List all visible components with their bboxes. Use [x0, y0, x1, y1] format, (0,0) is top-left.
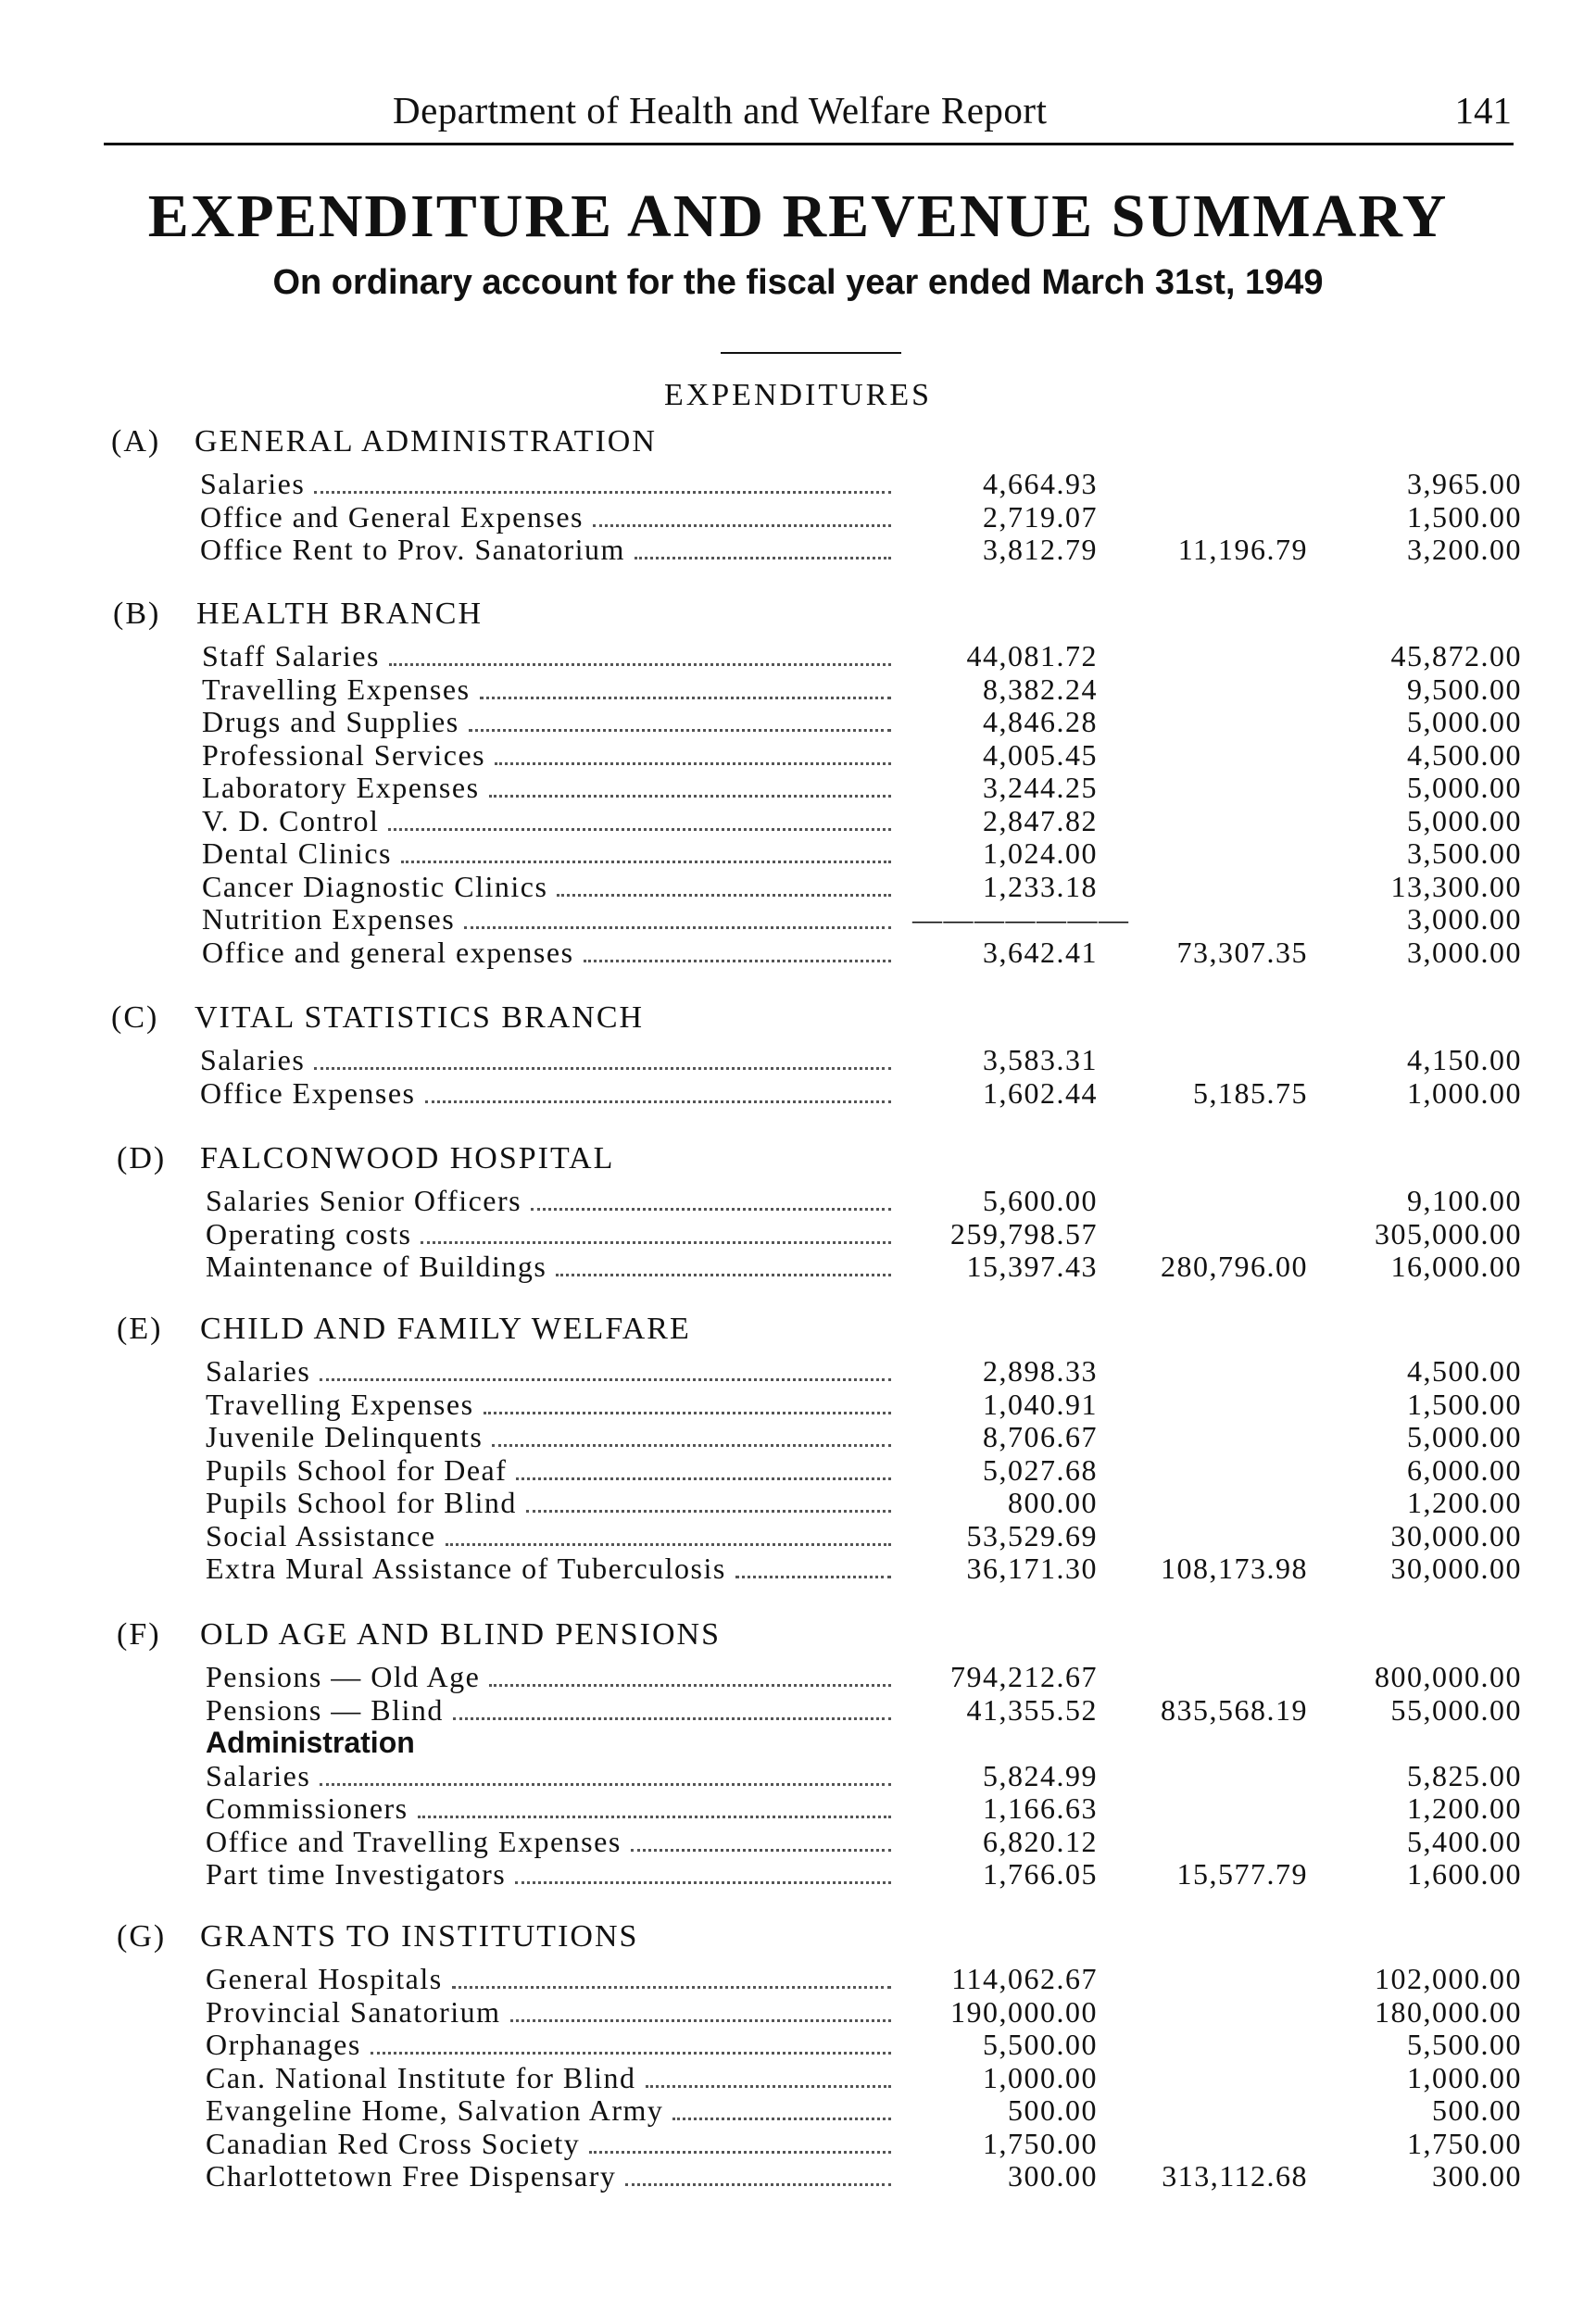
dot-leader [464, 926, 891, 929]
section-total: 835,568.19 [1161, 1692, 1308, 1727]
divider [721, 352, 901, 354]
estimate-amount: 30,000.00 [1390, 1518, 1522, 1552]
ledger-row [202, 672, 1522, 706]
section-total: 5,185.75 [1193, 1075, 1308, 1110]
dot-leader [631, 1849, 891, 1852]
section-letter: (G) [117, 1919, 167, 1954]
expenditure-amount: 3,642.41 [983, 935, 1098, 969]
ledger-row [206, 1453, 1522, 1487]
line-item-label: Provincial Sanatorium [206, 1994, 501, 2029]
line-item-label: Extra Mural Assistance of Tuberculosis [206, 1552, 726, 1585]
dot-leader [635, 557, 891, 559]
dot-leader [421, 1241, 891, 1244]
dot-leader [469, 729, 891, 732]
line-item-label: Orphanages [206, 2028, 361, 2061]
estimate-amount: 4,150.00 [1407, 1043, 1522, 1076]
dot-leader [320, 1378, 891, 1381]
line-item-label: Office and General Expenses [200, 499, 584, 534]
dot-leader [389, 663, 891, 666]
page-number: 141 [1454, 89, 1512, 132]
section-title: GENERAL ADMINISTRATION [195, 424, 657, 459]
section-letter: (F) [117, 1617, 161, 1652]
section-total: 15,577.79 [1176, 1857, 1308, 1891]
ledger-row [206, 1486, 1522, 1519]
line-item-label: Salaries [206, 1758, 311, 1792]
ledger-row [202, 738, 1522, 772]
dot-leader [314, 1067, 891, 1070]
expenditure-amount: 1,750.00 [983, 2126, 1098, 2160]
ledger-row [202, 804, 1522, 837]
expenditure-amount: 114,062.67 [951, 1962, 1098, 1995]
ledger-row [206, 1660, 1522, 1693]
line-item-label: Drugs and Supplies [202, 705, 459, 738]
ledger-row [202, 705, 1522, 738]
estimate-amount: 3,000.00 [1407, 902, 1522, 936]
section-total: 11,196.79 [1177, 533, 1308, 566]
ledger-row [206, 2028, 1522, 2061]
estimate-amount: 1,600.00 [1407, 1857, 1522, 1891]
dot-leader [492, 1444, 891, 1447]
ledger-row [206, 1519, 1522, 1552]
dot-leader [453, 1717, 891, 1720]
estimate-amount: 305,000.00 [1375, 1216, 1522, 1251]
line-item-label: Salaries [200, 467, 306, 500]
ledger-row [206, 1552, 1522, 1585]
estimate-amount: 4,500.00 [1407, 1354, 1522, 1388]
line-item-label: Professional Services [202, 737, 486, 772]
line-item-label: Maintenance of Buildings [206, 1250, 547, 1283]
line-item-label: General Hospitals [206, 1962, 443, 1995]
ledger-row [206, 1217, 1522, 1251]
line-item-label: Commissioners [206, 1791, 408, 1825]
estimate-amount: 3,500.00 [1407, 836, 1522, 870]
line-item-label: Office and Travelling Expenses [206, 1824, 622, 1858]
ledger-row [202, 836, 1522, 870]
line-item-label: Pupils School for Blind [206, 1486, 517, 1519]
estimate-amount: 102,000.00 [1375, 1962, 1522, 1995]
dot-leader [510, 2019, 891, 2022]
estimate-amount: 1,000.00 [1407, 1075, 1522, 1110]
section-letter: (C) [111, 1000, 159, 1035]
estimate-amount: 3,000.00 [1407, 935, 1522, 969]
section-total: 280,796.00 [1161, 1250, 1308, 1283]
dot-leader [320, 1783, 891, 1786]
ledger-row [206, 1759, 1522, 1792]
expenditure-amount: 6,820.12 [983, 1824, 1098, 1858]
line-item-label: Salaries [206, 1354, 311, 1388]
estimate-amount: 16,000.00 [1390, 1250, 1522, 1283]
line-item-label: Travelling Expenses [206, 1387, 474, 1421]
ledger-row [206, 1354, 1522, 1388]
line-item-label: Office and general expenses [202, 935, 574, 969]
expenditure-amount: 300.00 [1008, 2159, 1098, 2193]
ledger-row [206, 2127, 1522, 2160]
estimate-amount: 1,500.00 [1407, 1387, 1522, 1421]
ledger-row [202, 936, 1522, 969]
estimate-amount: 6,000.00 [1407, 1452, 1522, 1487]
line-item-label: Nutrition Expenses [202, 902, 456, 936]
line-item-label: Pensions — Old Age [206, 1660, 481, 1693]
expenditure-amount: 4,005.45 [983, 737, 1098, 772]
dot-leader [625, 2183, 891, 2186]
ledger-row [202, 902, 1522, 936]
estimate-amount: 180,000.00 [1375, 1994, 1522, 2029]
expenditure-amount: 8,706.67 [983, 1420, 1098, 1453]
dot-leader [557, 894, 891, 897]
estimate-amount: 5,400.00 [1407, 1824, 1522, 1858]
expenditure-amount: ——————— [912, 902, 1130, 936]
expenditure-amount: 4,664.93 [983, 467, 1098, 500]
line-item-label: V. D. Control [202, 803, 380, 837]
expenditure-amount: 794,212.67 [950, 1660, 1098, 1693]
ledger-row [200, 1043, 1522, 1076]
expenditure-amount: 259,798.57 [950, 1216, 1098, 1251]
expenditure-amount: 1,000.00 [983, 2060, 1098, 2094]
ledger-row [206, 1825, 1522, 1858]
estimate-amount: 5,000.00 [1407, 771, 1522, 804]
estimate-amount: 30,000.00 [1390, 1552, 1522, 1585]
dot-leader [314, 491, 891, 494]
expenditure-amount: 190,000.00 [950, 1994, 1098, 2029]
section-title: CHILD AND FAMILY WELFARE [200, 1312, 691, 1346]
ledger-row [206, 1995, 1522, 2029]
line-item-label: Pensions — Blind [206, 1692, 444, 1727]
header-rule [104, 143, 1514, 145]
dot-leader [584, 960, 891, 962]
dot-leader [526, 1510, 891, 1513]
ledger-row [206, 1420, 1522, 1453]
expenditure-amount: 3,244.25 [983, 771, 1098, 804]
expenditure-amount: 15,397.43 [966, 1250, 1098, 1283]
dot-leader [593, 524, 891, 527]
line-item-label: Evangeline Home, Salvation Army [206, 2093, 664, 2127]
estimate-amount: 5,500.00 [1407, 2028, 1522, 2061]
ledger-row [206, 1857, 1522, 1891]
ledger-row [200, 467, 1522, 500]
estimate-amount: 300.00 [1432, 2159, 1522, 2193]
estimate-amount: 4,500.00 [1407, 737, 1522, 772]
estimate-amount: 1,200.00 [1407, 1486, 1522, 1519]
expenditure-amount: 1,040.91 [983, 1387, 1098, 1421]
ledger-row [206, 2093, 1522, 2127]
section-letter: (E) [117, 1312, 163, 1346]
line-item-label: Travelling Expenses [202, 672, 471, 706]
estimate-amount: 5,825.00 [1407, 1758, 1522, 1792]
estimate-amount: 3,965.00 [1407, 467, 1522, 500]
line-item-label: Cancer Diagnostic Clinics [202, 869, 548, 903]
expenditure-amount: 5,027.68 [983, 1452, 1098, 1487]
expenditure-amount: 4,846.28 [983, 705, 1098, 738]
section-letter: (D) [117, 1141, 167, 1175]
dot-leader [418, 1816, 891, 1818]
line-item-label: Salaries Senior Officers [206, 1184, 522, 1217]
ledger-row [206, 1962, 1522, 1995]
estimate-amount: 5,000.00 [1407, 705, 1522, 738]
section-title: OLD AGE AND BLIND PENSIONS [200, 1617, 722, 1652]
ledger-row [206, 1693, 1522, 1727]
estimate-amount: 13,300.00 [1390, 869, 1522, 903]
expenditure-amount: 8,382.24 [983, 672, 1098, 706]
estimate-amount: 55,000.00 [1390, 1692, 1522, 1727]
sub-heading: Administration [206, 1726, 415, 1759]
ledger-row [206, 2061, 1522, 2094]
section-total: 108,173.98 [1161, 1552, 1308, 1585]
dot-leader [484, 1412, 891, 1414]
expenditure-amount: 3,583.31 [983, 1043, 1098, 1076]
ledger-row [200, 533, 1522, 566]
expenditure-amount: 44,081.72 [966, 639, 1098, 672]
estimate-amount: 9,100.00 [1407, 1184, 1522, 1217]
dot-leader [556, 1274, 891, 1276]
line-item-label: Office Expenses [200, 1075, 416, 1110]
line-item-label: Office Rent to Prov. Sanatorium [200, 533, 625, 566]
ledger-row [206, 1184, 1522, 1217]
expenditure-amount: 500.00 [1008, 2093, 1098, 2127]
line-item-label: Laboratory Expenses [202, 771, 480, 804]
line-item-label: Pupils School for Deaf [206, 1452, 508, 1487]
dot-leader [515, 1881, 891, 1884]
estimate-amount: 9,500.00 [1407, 672, 1522, 706]
expenditure-amount: 1,024.00 [983, 836, 1098, 870]
ledger-row [200, 500, 1522, 534]
ledger-row [202, 870, 1522, 903]
expenditure-amount: 5,600.00 [983, 1184, 1098, 1217]
section-title: HEALTH BRANCH [196, 597, 484, 631]
dot-leader [531, 1208, 891, 1211]
line-item-label: Part time Investigators [206, 1857, 507, 1891]
dot-leader [646, 2085, 891, 2088]
page-title: EXPENDITURE AND REVENUE SUMMARY [147, 182, 1449, 250]
estimate-amount: 1,000.00 [1407, 2060, 1522, 2094]
expenditure-amount: 5,500.00 [983, 2028, 1098, 2061]
ledger-row [200, 1076, 1522, 1110]
expenditure-amount: 3,812.79 [983, 533, 1098, 566]
expenditure-amount: 1,233.18 [983, 869, 1098, 903]
ledger-row [206, 1250, 1522, 1283]
ledger-row [206, 1388, 1522, 1421]
section-total: 73,307.35 [1176, 935, 1308, 969]
ledger-row [202, 771, 1522, 804]
estimate-amount: 1,200.00 [1407, 1791, 1522, 1825]
line-item-label: Salaries [200, 1043, 306, 1076]
expenditure-amount: 1,166.63 [983, 1791, 1098, 1825]
dot-leader [401, 861, 891, 863]
dot-leader [489, 795, 891, 798]
section-title: GRANTS TO INSTITUTIONS [200, 1919, 639, 1954]
expenditures-heading: EXPENDITURES [663, 378, 933, 412]
line-item-label: Can. National Institute for Blind [206, 2060, 636, 2094]
estimate-amount: 1,750.00 [1407, 2126, 1522, 2160]
section-title: VITAL STATISTICS BRANCH [195, 1000, 645, 1035]
expenditure-amount: 1,766.05 [983, 1857, 1098, 1891]
line-item-label: Canadian Red Cross Society [206, 2126, 581, 2160]
line-item-label: Staff Salaries [202, 639, 380, 672]
page-subtitle: On ordinary account for the fiscal year ended March 31st, 1949 [272, 263, 1324, 302]
dot-leader [388, 828, 891, 831]
expenditure-amount: 1,602.44 [983, 1075, 1098, 1110]
dot-leader [446, 1543, 891, 1546]
expenditure-amount: 2,847.82 [983, 803, 1098, 837]
dot-leader [425, 1100, 891, 1103]
section-letter: (A) [111, 424, 161, 459]
expenditure-amount: 5,824.99 [983, 1758, 1098, 1792]
dot-leader [495, 762, 891, 765]
estimate-amount: 5,000.00 [1407, 803, 1522, 837]
running-head-title: Department of Health and Welfare Report [393, 89, 1048, 132]
expenditure-amount: 2,898.33 [983, 1354, 1098, 1388]
estimate-amount: 800,000.00 [1375, 1660, 1522, 1693]
estimate-amount: 500.00 [1432, 2093, 1522, 2127]
line-item-label: Social Assistance [206, 1518, 436, 1552]
line-item-label: Charlottetown Free Dispensary [206, 2159, 617, 2193]
expenditure-amount: 2,719.07 [983, 499, 1098, 534]
dot-leader [589, 2151, 891, 2154]
estimate-amount: 5,000.00 [1407, 1420, 1522, 1453]
expenditure-amount: 53,529.69 [966, 1518, 1098, 1552]
dot-leader [735, 1576, 891, 1578]
estimate-amount: 3,200.00 [1407, 533, 1522, 566]
line-item-label: Dental Clinics [202, 836, 392, 870]
dot-leader [489, 1684, 891, 1687]
section-total: 313,112.68 [1162, 2159, 1308, 2193]
dot-leader [480, 697, 891, 699]
section-letter: (B) [113, 597, 161, 631]
section-title: FALCONWOOD HOSPITAL [200, 1141, 615, 1175]
running-head [104, 88, 1512, 144]
dot-leader [672, 2118, 891, 2120]
estimate-amount: 45,872.00 [1390, 639, 1522, 672]
dot-leader [371, 2052, 891, 2055]
expenditure-amount: 36,171.30 [966, 1552, 1098, 1585]
line-item-label: Operating costs [206, 1216, 412, 1251]
dot-leader [516, 1477, 891, 1480]
dot-leader [452, 1986, 891, 1989]
ledger-row [202, 639, 1522, 672]
ledger-row [206, 2159, 1522, 2193]
ledger-row [206, 1791, 1522, 1825]
expenditure-amount: 800.00 [1008, 1486, 1098, 1519]
estimate-amount: 1,500.00 [1407, 499, 1522, 534]
expenditure-amount: 41,355.52 [966, 1692, 1098, 1727]
line-item-label: Juvenile Delinquents [206, 1420, 484, 1453]
